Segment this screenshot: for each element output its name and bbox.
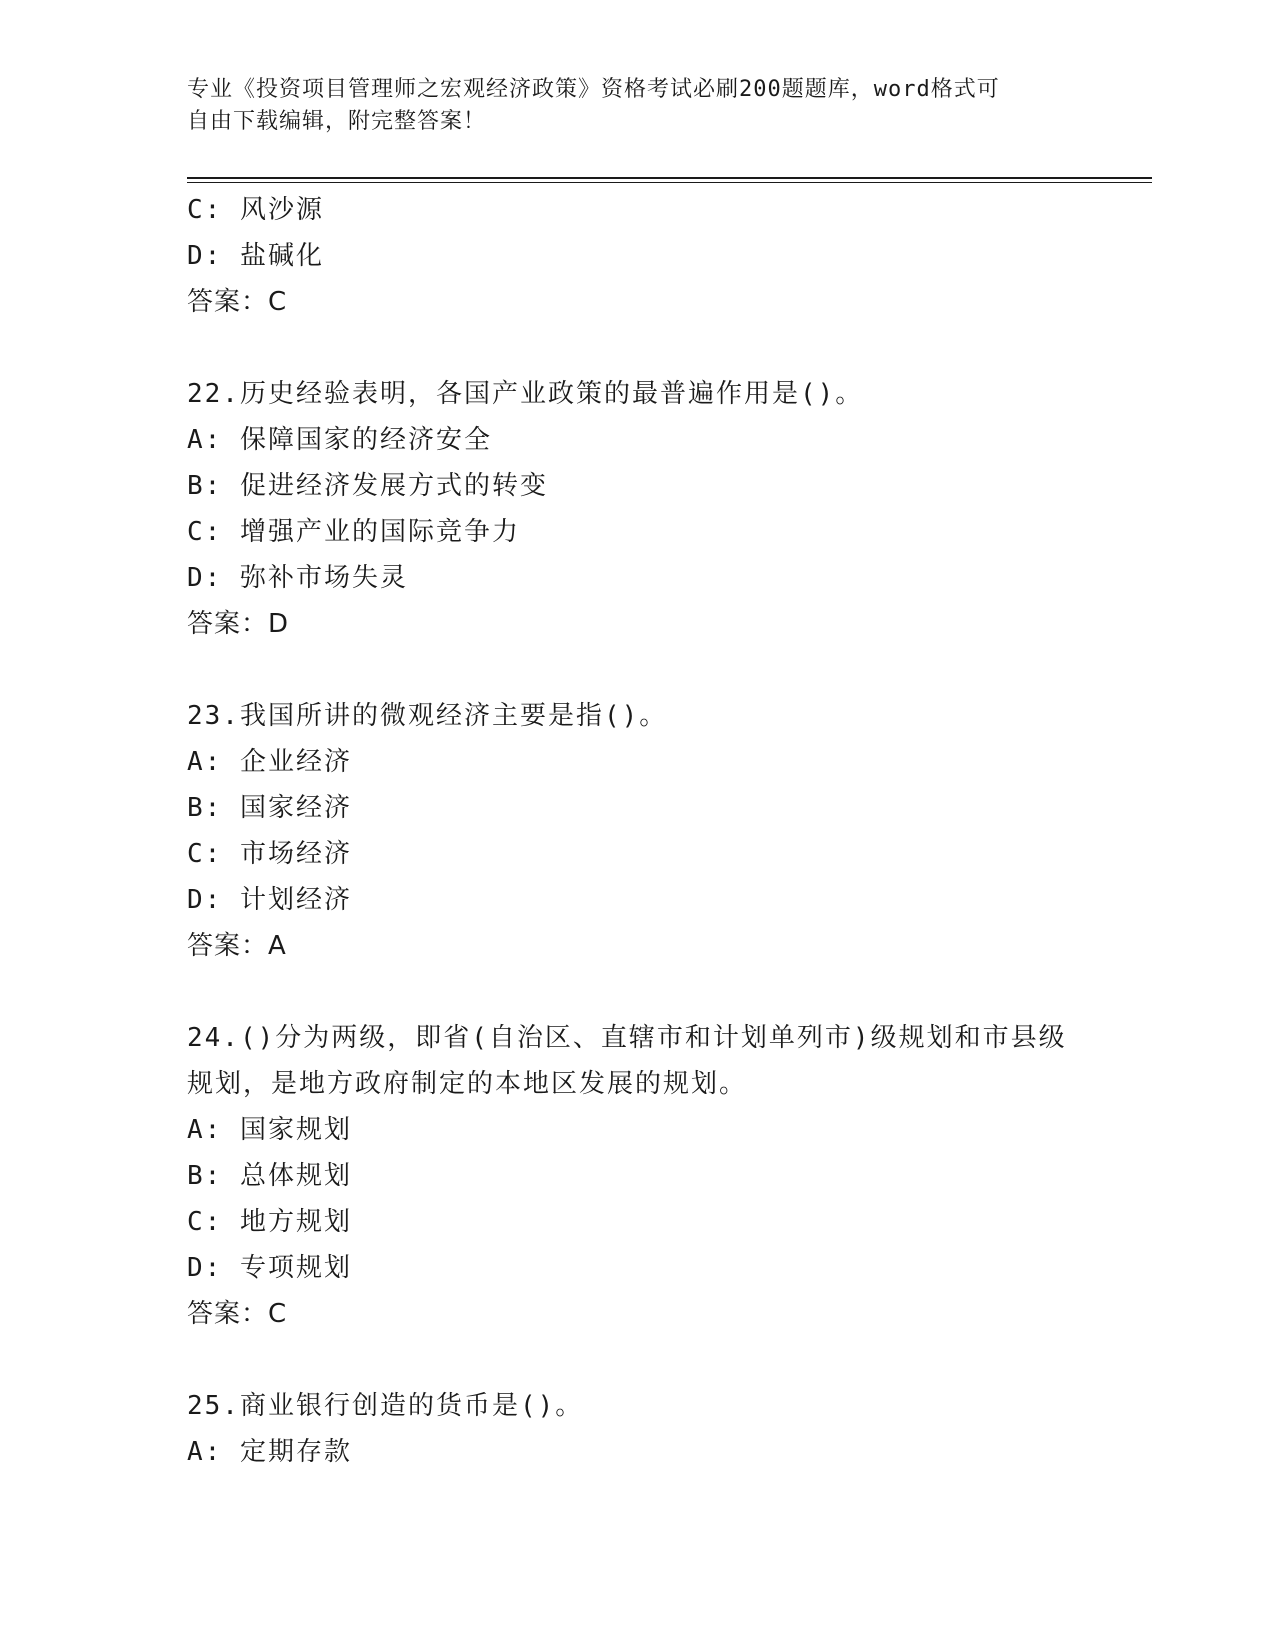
header-divider-thick xyxy=(187,177,1152,179)
option-d: D: 专项规划 xyxy=(187,1253,352,1283)
option-d: D: 盐碱化 xyxy=(187,241,324,271)
option-d: D: 计划经济 xyxy=(187,885,352,915)
spacer xyxy=(187,647,1087,693)
question-block-23 xyxy=(187,693,1087,969)
option-c: C: 地方规划 xyxy=(187,1207,352,1237)
option-a: A: 企业经济 xyxy=(187,747,352,777)
option-c: C: 增强产业的国际竞争力 xyxy=(187,517,520,547)
question-text: 23.我国所讲的微观经济主要是指()。 xyxy=(187,701,668,731)
document-header xyxy=(187,74,1087,138)
answer-line: 答案：C xyxy=(187,287,288,317)
answer-line: 答案：A xyxy=(187,931,287,961)
header-divider-thin xyxy=(187,182,1152,183)
spacer xyxy=(187,325,1087,371)
question-block-24 xyxy=(187,1015,1087,1337)
question-block-25 xyxy=(187,1383,1087,1475)
header-line-2: 自由下载编辑，附完整答案！ xyxy=(187,109,487,134)
option-c: C: 风沙源 xyxy=(187,195,324,225)
question-block-22 xyxy=(187,371,1087,647)
question-list xyxy=(187,187,1087,1475)
option-a: A: 保障国家的经济安全 xyxy=(187,425,492,455)
question-text-line-2: 规划，是地方政府制定的本地区发展的规划。 xyxy=(187,1069,748,1099)
answer-line: 答案：C xyxy=(187,1299,288,1329)
answer-line: 答案：D xyxy=(187,609,290,639)
option-d: D: 弥补市场失灵 xyxy=(187,563,408,593)
spacer xyxy=(187,969,1087,1015)
header-line-1: 专业《投资项目管理师之宏观经济政策》资格考试必刷200题题库，word格式可 xyxy=(187,77,1000,102)
question-text-line-1: 24.()分为两级，即省(自治区、直辖市和计划单列市)级规划和市县级 xyxy=(187,1023,1067,1053)
option-b: B: 总体规划 xyxy=(187,1161,352,1191)
spacer xyxy=(187,1337,1087,1383)
question-text: 25.商业银行创造的货币是()。 xyxy=(187,1391,584,1421)
option-a: A: 国家规划 xyxy=(187,1115,352,1145)
option-b: B: 国家经济 xyxy=(187,793,352,823)
option-c: C: 市场经济 xyxy=(187,839,352,869)
question-text: 22.历史经验表明，各国产业政策的最普遍作用是()。 xyxy=(187,379,864,409)
option-a: A: 定期存款 xyxy=(187,1437,352,1467)
option-b: B: 促进经济发展方式的转变 xyxy=(187,471,548,501)
question-block-21-tail xyxy=(187,187,1087,325)
